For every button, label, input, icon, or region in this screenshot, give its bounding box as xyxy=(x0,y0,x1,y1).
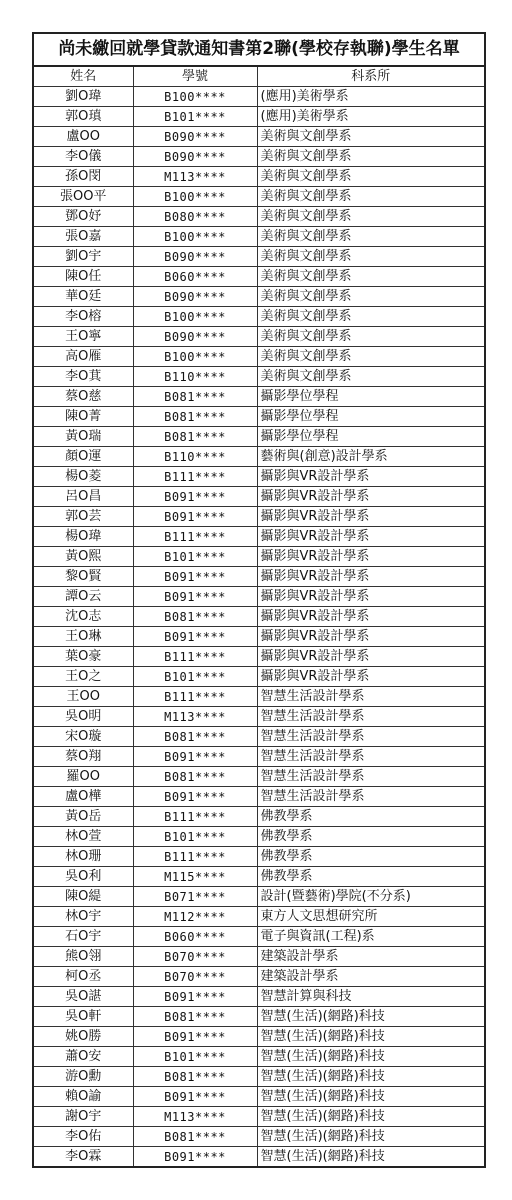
table-row xyxy=(34,1147,484,1168)
student-name-cell: 游O勳 xyxy=(34,1067,133,1087)
department-cell: 智慧(生活)(網路)科技 xyxy=(257,1027,484,1047)
student-name-cell: 高O雁 xyxy=(34,347,133,367)
table-row xyxy=(34,647,484,667)
department-cell: 攝影與VR設計學系 xyxy=(257,607,484,627)
department-cell: 電子與資訊(工程)系 xyxy=(257,927,484,947)
department-cell: (應用)美術學系 xyxy=(257,87,484,107)
student-name-cell: 柯O丞 xyxy=(34,967,133,987)
student-id-cell: B090**** xyxy=(133,127,257,147)
table-row xyxy=(34,1107,484,1127)
student-id-cell: B100**** xyxy=(133,87,257,107)
student-id-cell: B110**** xyxy=(133,367,257,387)
table-row xyxy=(34,407,484,427)
department-cell: (應用)美術學系 xyxy=(257,107,484,127)
student-name-cell: 王O之 xyxy=(34,667,133,687)
student-id-cell: B091**** xyxy=(133,1147,257,1168)
student-name-cell: 黃O岳 xyxy=(34,807,133,827)
student-name-cell: 林O珊 xyxy=(34,847,133,867)
table-row xyxy=(34,867,484,887)
table-header xyxy=(34,67,484,87)
department-cell: 美術與文創學系 xyxy=(257,247,484,267)
department-cell: 攝影與VR設計學系 xyxy=(257,467,484,487)
student-name-cell: 盧O樺 xyxy=(34,787,133,807)
department-cell: 攝影與VR設計學系 xyxy=(257,487,484,507)
student-name-cell: 黃O瑞 xyxy=(34,427,133,447)
student-id-cell: B081**** xyxy=(133,767,257,787)
student-id-cell: B091**** xyxy=(133,627,257,647)
student-name-cell: 李O佑 xyxy=(34,1127,133,1147)
student-id-cell: B081**** xyxy=(133,1127,257,1147)
department-cell: 設計(暨藝術)學院(不分系) xyxy=(257,887,484,907)
table-row xyxy=(34,767,484,787)
student-name-cell: 黎O賢 xyxy=(34,567,133,587)
student-id-cell: B101**** xyxy=(133,1047,257,1067)
table-row xyxy=(34,567,484,587)
student-name-cell: 譚O云 xyxy=(34,587,133,607)
student-id-cell: B100**** xyxy=(133,227,257,247)
table-row xyxy=(34,307,484,327)
student-name-cell: 李O霖 xyxy=(34,1147,133,1168)
student-id-cell: M115**** xyxy=(133,867,257,887)
department-cell: 美術與文創學系 xyxy=(257,167,484,187)
department-cell: 美術與文創學系 xyxy=(257,287,484,307)
department-cell: 建築設計學系 xyxy=(257,967,484,987)
student-id-cell: B111**** xyxy=(133,467,257,487)
department-cell: 攝影學位學程 xyxy=(257,427,484,447)
table-row xyxy=(34,1007,484,1027)
department-cell: 智慧(生活)(網路)科技 xyxy=(257,1047,484,1067)
student-id-cell: B110**** xyxy=(133,447,257,467)
table-row xyxy=(34,847,484,867)
department-cell: 美術與文創學系 xyxy=(257,347,484,367)
department-cell: 美術與文創學系 xyxy=(257,307,484,327)
student-id-cell: B091**** xyxy=(133,507,257,527)
department-cell: 美術與文創學系 xyxy=(257,207,484,227)
student-name-cell: 賴O諭 xyxy=(34,1087,133,1107)
student-id-cell: B071**** xyxy=(133,887,257,907)
student-name-cell: 郭O芸 xyxy=(34,507,133,527)
table-row xyxy=(34,907,484,927)
student-id-cell: B080**** xyxy=(133,207,257,227)
department-cell: 攝影與VR設計學系 xyxy=(257,547,484,567)
student-id-cell: B090**** xyxy=(133,247,257,267)
student-id-cell: B091**** xyxy=(133,1027,257,1047)
student-name-cell: 林O宇 xyxy=(34,907,133,927)
student-id-cell: B081**** xyxy=(133,427,257,447)
student-name-cell: 吳O諶 xyxy=(34,987,133,1007)
student-name-cell: 陳O菁 xyxy=(34,407,133,427)
student-name-cell: 呂O昌 xyxy=(34,487,133,507)
department-cell: 美術與文創學系 xyxy=(257,327,484,347)
table-row xyxy=(34,347,484,367)
student-id-cell: B100**** xyxy=(133,347,257,367)
student-name-cell: 陳O任 xyxy=(34,267,133,287)
department-cell: 佛教學系 xyxy=(257,867,484,887)
student-name-cell: 李O萁 xyxy=(34,367,133,387)
student-name-cell: 蔡O慈 xyxy=(34,387,133,407)
table-row xyxy=(34,1067,484,1087)
student-id-cell: B111**** xyxy=(133,527,257,547)
table-row xyxy=(34,1027,484,1047)
student-id-cell: B081**** xyxy=(133,727,257,747)
table-row xyxy=(34,1047,484,1067)
column-header-department: 科系所 xyxy=(257,67,484,87)
student-id-cell: B090**** xyxy=(133,327,257,347)
table-row xyxy=(34,167,484,187)
student-name-cell: 郭O瑱 xyxy=(34,107,133,127)
student-name-cell: 王OO xyxy=(34,687,133,707)
student-name-cell: 王O寧 xyxy=(34,327,133,347)
table-row xyxy=(34,387,484,407)
student-id-cell: B091**** xyxy=(133,987,257,1007)
student-id-cell: M113**** xyxy=(133,707,257,727)
student-name-cell: 華O廷 xyxy=(34,287,133,307)
table-row xyxy=(34,747,484,767)
department-cell: 智慧生活設計學系 xyxy=(257,787,484,807)
student-name-cell: 蕭O安 xyxy=(34,1047,133,1067)
student-name-cell: 劉O瑋 xyxy=(34,87,133,107)
column-header-student-id: 學號 xyxy=(133,67,257,87)
student-id-cell: M113**** xyxy=(133,1107,257,1127)
student-id-cell: B090**** xyxy=(133,147,257,167)
student-id-cell: B101**** xyxy=(133,667,257,687)
table-row xyxy=(34,467,484,487)
department-cell: 攝影學位學程 xyxy=(257,387,484,407)
table-row xyxy=(34,1127,484,1147)
table-row xyxy=(34,787,484,807)
table-row xyxy=(34,887,484,907)
student-id-cell: B081**** xyxy=(133,387,257,407)
table-body xyxy=(34,87,484,1168)
table-row xyxy=(34,187,484,207)
document-title: 尚未繳回就學貸款通知書第2聯(學校存執聯)學生名單 xyxy=(34,34,484,67)
department-cell: 智慧生活設計學系 xyxy=(257,687,484,707)
student-id-cell: M112**** xyxy=(133,907,257,927)
table-row xyxy=(34,587,484,607)
student-name-cell: 盧OO xyxy=(34,127,133,147)
student-name-cell: 蔡O翔 xyxy=(34,747,133,767)
department-cell: 攝影與VR設計學系 xyxy=(257,647,484,667)
table-row xyxy=(34,367,484,387)
student-name-cell: 陳O緹 xyxy=(34,887,133,907)
student-id-cell: B111**** xyxy=(133,847,257,867)
student-name-cell: 黃O熙 xyxy=(34,547,133,567)
column-header-name: 姓名 xyxy=(34,67,133,87)
table-row xyxy=(34,947,484,967)
student-name-cell: 楊O瑋 xyxy=(34,527,133,547)
table-row xyxy=(34,1087,484,1107)
student-id-cell: B081**** xyxy=(133,607,257,627)
department-cell: 智慧生活設計學系 xyxy=(257,707,484,727)
department-cell: 智慧生活設計學系 xyxy=(257,727,484,747)
student-table xyxy=(34,67,484,1168)
student-name-cell: 葉O豪 xyxy=(34,647,133,667)
department-cell: 攝影與VR設計學系 xyxy=(257,527,484,547)
table-row xyxy=(34,427,484,447)
student-id-cell: B091**** xyxy=(133,587,257,607)
department-cell: 智慧計算與科技 xyxy=(257,987,484,1007)
student-id-cell: B111**** xyxy=(133,687,257,707)
student-name-cell: 王O琳 xyxy=(34,627,133,647)
student-id-cell: B091**** xyxy=(133,787,257,807)
student-name-cell: 林O萱 xyxy=(34,827,133,847)
department-cell: 智慧(生活)(網路)科技 xyxy=(257,1087,484,1107)
department-cell: 攝影與VR設計學系 xyxy=(257,587,484,607)
department-cell: 美術與文創學系 xyxy=(257,187,484,207)
student-name-cell: 吳O明 xyxy=(34,707,133,727)
department-cell: 美術與文創學系 xyxy=(257,147,484,167)
table-row xyxy=(34,267,484,287)
student-name-cell: 楊O菱 xyxy=(34,467,133,487)
student-name-cell: 吳O軒 xyxy=(34,1007,133,1027)
department-cell: 智慧(生活)(網路)科技 xyxy=(257,1067,484,1087)
department-cell: 佛教學系 xyxy=(257,847,484,867)
student-id-cell: B101**** xyxy=(133,107,257,127)
student-name-cell: 熊O翎 xyxy=(34,947,133,967)
table-row xyxy=(34,327,484,347)
student-id-cell: B091**** xyxy=(133,567,257,587)
department-cell: 攝影與VR設計學系 xyxy=(257,627,484,647)
department-cell: 美術與文創學系 xyxy=(257,267,484,287)
student-name-cell: 沈O志 xyxy=(34,607,133,627)
student-id-cell: B091**** xyxy=(133,747,257,767)
table-row xyxy=(34,687,484,707)
table-row xyxy=(34,507,484,527)
student-name-cell: 羅OO xyxy=(34,767,133,787)
student-name-cell: 吳O利 xyxy=(34,867,133,887)
table-row xyxy=(34,667,484,687)
department-cell: 攝影與VR設計學系 xyxy=(257,667,484,687)
student-name-cell: 宋O璇 xyxy=(34,727,133,747)
table-row xyxy=(34,447,484,467)
department-cell: 美術與文創學系 xyxy=(257,227,484,247)
table-row xyxy=(34,147,484,167)
table-row xyxy=(34,627,484,647)
student-name-cell: 謝O宇 xyxy=(34,1107,133,1127)
student-id-cell: B111**** xyxy=(133,807,257,827)
department-cell: 美術與文創學系 xyxy=(257,127,484,147)
table-row xyxy=(34,247,484,267)
table-row xyxy=(34,127,484,147)
table-row xyxy=(34,607,484,627)
department-cell: 藝術與(創意)設計學系 xyxy=(257,447,484,467)
student-id-cell: M113**** xyxy=(133,167,257,187)
department-cell: 攝影學位學程 xyxy=(257,407,484,427)
student-name-cell: 鄧O妤 xyxy=(34,207,133,227)
table-row xyxy=(34,207,484,227)
student-name-cell: 張O嘉 xyxy=(34,227,133,247)
student-id-cell: B081**** xyxy=(133,1067,257,1087)
table-row xyxy=(34,987,484,1007)
table-row xyxy=(34,527,484,547)
student-name-cell: 孫O閔 xyxy=(34,167,133,187)
table-row xyxy=(34,967,484,987)
student-id-cell: B081**** xyxy=(133,407,257,427)
table-row xyxy=(34,227,484,247)
department-cell: 攝影與VR設計學系 xyxy=(257,507,484,527)
student-id-cell: B111**** xyxy=(133,647,257,667)
department-cell: 智慧(生活)(網路)科技 xyxy=(257,1147,484,1168)
student-name-cell: 顏O運 xyxy=(34,447,133,467)
table-row xyxy=(34,727,484,747)
department-cell: 智慧(生活)(網路)科技 xyxy=(257,1127,484,1147)
student-name-cell: 李O榕 xyxy=(34,307,133,327)
table-row xyxy=(34,487,484,507)
table-row xyxy=(34,107,484,127)
student-id-cell: B101**** xyxy=(133,827,257,847)
department-cell: 智慧(生活)(網路)科技 xyxy=(257,1007,484,1027)
student-name-cell: 劉O宇 xyxy=(34,247,133,267)
table-row xyxy=(34,707,484,727)
table-row xyxy=(34,927,484,947)
table-row xyxy=(34,287,484,307)
student-name-cell: 石O宇 xyxy=(34,927,133,947)
department-cell: 美術與文創學系 xyxy=(257,367,484,387)
department-cell: 東方人文思想研究所 xyxy=(257,907,484,927)
department-cell: 佛教學系 xyxy=(257,807,484,827)
student-list-document xyxy=(32,32,486,1168)
student-id-cell: B081**** xyxy=(133,1007,257,1027)
student-id-cell: B070**** xyxy=(133,947,257,967)
table-row xyxy=(34,87,484,107)
department-cell: 智慧生活設計學系 xyxy=(257,747,484,767)
student-id-cell: B101**** xyxy=(133,547,257,567)
student-id-cell: B090**** xyxy=(133,287,257,307)
department-cell: 智慧(生活)(網路)科技 xyxy=(257,1107,484,1127)
student-id-cell: B060**** xyxy=(133,267,257,287)
department-cell: 佛教學系 xyxy=(257,827,484,847)
student-id-cell: B091**** xyxy=(133,487,257,507)
department-cell: 智慧生活設計學系 xyxy=(257,767,484,787)
student-id-cell: B100**** xyxy=(133,307,257,327)
table-row xyxy=(34,547,484,567)
department-cell: 攝影與VR設計學系 xyxy=(257,567,484,587)
table-row xyxy=(34,807,484,827)
student-name-cell: 李O儀 xyxy=(34,147,133,167)
table-row xyxy=(34,827,484,847)
department-cell: 建築設計學系 xyxy=(257,947,484,967)
student-id-cell: B060**** xyxy=(133,927,257,947)
student-name-cell: 姚O勝 xyxy=(34,1027,133,1047)
student-name-cell: 張OO平 xyxy=(34,187,133,207)
student-id-cell: B070**** xyxy=(133,967,257,987)
student-id-cell: B091**** xyxy=(133,1087,257,1107)
header-row xyxy=(34,67,484,87)
student-id-cell: B100**** xyxy=(133,187,257,207)
